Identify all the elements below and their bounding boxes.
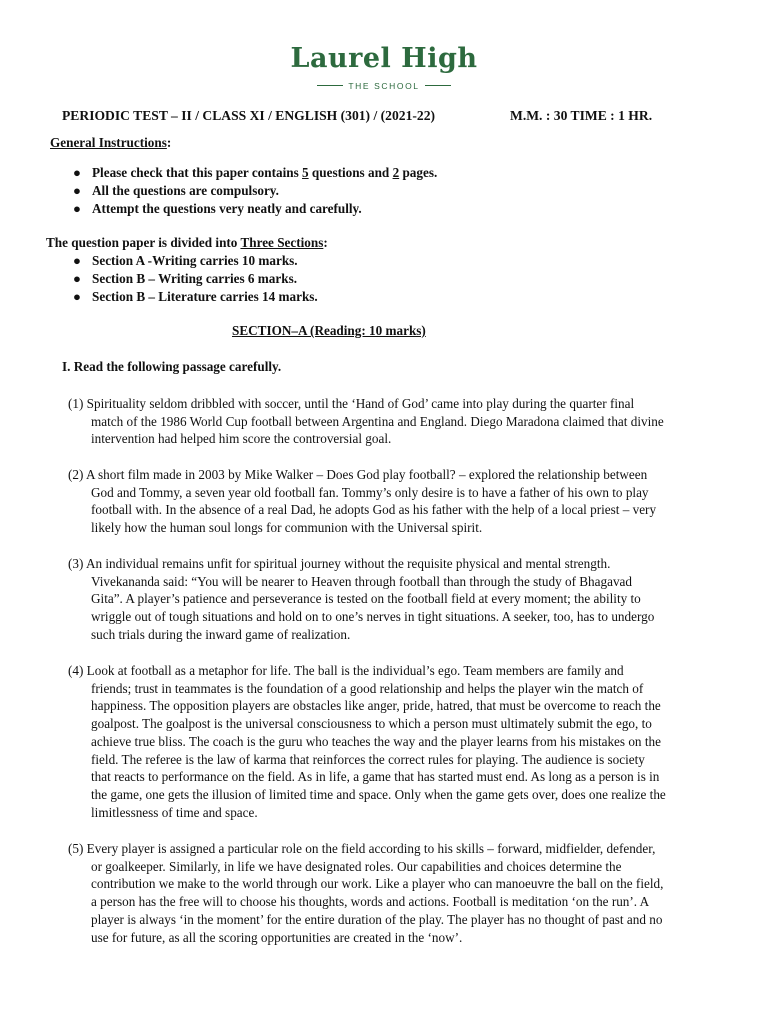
bullet-icon: ● <box>73 289 81 304</box>
passage-paragraph-3: (3) An individual remains unfit for spiritual journey without the requisite physical and mental strength. Vivekananda said: “You will be nearer to Heaven through football than through the study of Bhagavad Gita”. A player’s patience and perseverance is tested on the football field at every moment; the ability to wriggle out of tough situations and hold on to one’s nerves in tight situations. A seeker, too, has to undergo such trials during the inward game of realization. <box>68 556 655 642</box>
instruction-item: ● Please check that this paper contains 5 questions and 2 pages. <box>73 165 438 180</box>
instruction-item: ● Attempt the questions very neatly and carefully. <box>73 201 362 216</box>
bullet-icon: ● <box>73 253 81 268</box>
bullet-icon: ● <box>73 271 81 286</box>
logo-name: Laurel High <box>290 43 478 74</box>
section-item: ● Section B – Literature carries 14 marks. <box>73 289 318 304</box>
bullet-icon: ● <box>73 183 81 198</box>
general-instructions-title: General Instructions: <box>50 135 172 150</box>
marks-and-time: M.M. : 30 TIME : 1 HR. <box>510 108 653 123</box>
division-statement: The question paper is divided into Three Sections: <box>46 235 328 250</box>
general-instructions-list <box>73 164 768 218</box>
passage-paragraph-1: (1) Spirituality seldom dribbled with soccer, until the ‘Hand of God’ came into play during the quarter final match of the 1986 World Cup football between Argentina and England. Diego Maradona claimed that divine intervention had helped him score the controversial goal. <box>68 396 664 447</box>
section-a-heading: SECTION–A (Reading: 10 marks) <box>232 323 426 338</box>
passage-paragraph-2: (2) A short film made in 2003 by Mike Walker – Does God play football? – explored the relationship between God and Tommy, a seven year old football fan. Tommy’s only desire is to have a father of his own to play football with. In the absence of a real Dad, he adopts God as his father with the help of a local priest – very likely how the human soul longs for communion with the Universal spirit. <box>68 467 657 536</box>
logo-subtitle: THE SCHOOL <box>348 80 420 91</box>
sections-list <box>73 252 768 306</box>
section-item: ● Section A -Writing carries 10 marks. <box>73 253 298 268</box>
bullet-icon: ● <box>73 201 81 216</box>
test-title: PERIODIC TEST – II / CLASS XI / ENGLISH (301) / (2021-22) <box>62 108 436 123</box>
passage-paragraph-5: (5) Every player is assigned a particular role on the field according to his skills – forward, midfielder, defender, or goalkeeper. Similarly, in life we have designated roles. Our capabilities and choices determine the contribution we make to the world through our work. Like a player who can manoeuvre the ball on the field, a person has the free will to choose his thoughts, words and actions. Football is meditation ‘on the run’. A player is always ‘in the moment’ for the entire duration of the play. The player has no thought of past and no use for future, as all the scoring opportunities are created in the ‘now’. <box>68 841 664 945</box>
bullet-icon: ● <box>73 165 81 180</box>
logo-rule-right <box>425 85 451 86</box>
logo-rule-left <box>317 85 343 86</box>
instruction-item: ● All the questions are compulsory. <box>73 183 279 198</box>
school-logo <box>0 44 768 91</box>
section-item: ● Section B – Writing carries 6 marks. <box>73 271 297 286</box>
read-instruction: I. Read the following passage carefully. <box>62 359 282 374</box>
logo-subtitle-row <box>317 81 450 91</box>
passage-paragraph-4: (4) Look at football as a metaphor for life. The ball is the individual’s ego. Team members are family and friends; trust in teammates is the foundation of a good relationship and helps the player win the match of happiness. The opposition players are obstacles like anger, pride, hatred, that must be overcome to reach the goalpost. The goalpost is the universal consciousness to which a person must ultimately submit the ego, to achieve true bliss. The coach is the guru who teaches the way and the player learns from his mistakes on the field. The referee is the law of karma that reinforces the correct rules for playing. The audience is society that reacts to performance on the field. As in life, a game that has started must end. As long as a person is in the game, one gets the illusion of limited time and space. Only when the game gets over, does one realize the limitlessness of time and space. <box>68 663 666 820</box>
test-header <box>62 108 728 124</box>
